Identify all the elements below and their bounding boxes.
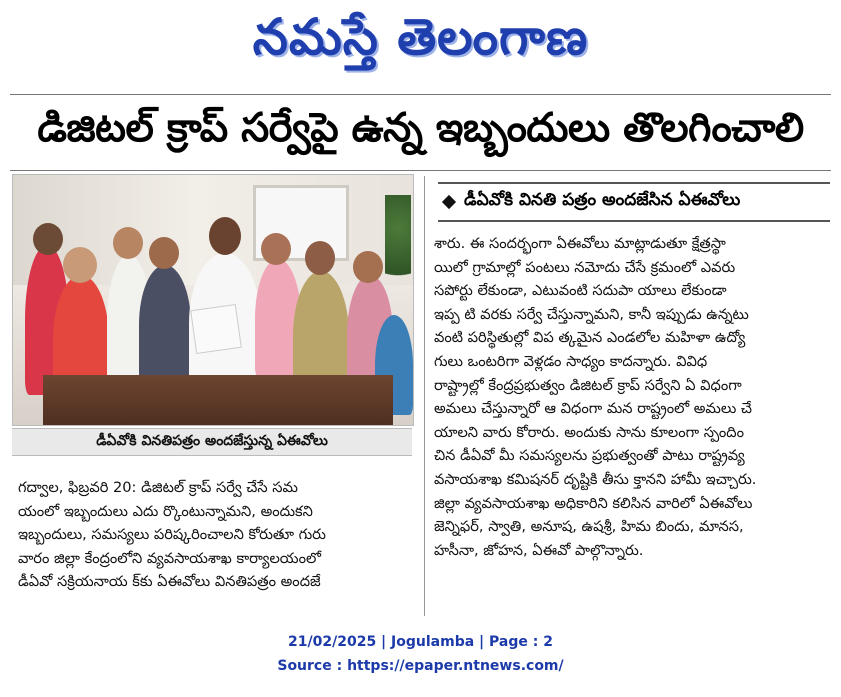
article-left-column — [18, 476, 418, 594]
article-line: జెన్నిఫర్, స్వాతి, అనూష, ఉషశ్రీ, హిమ బిందు, మానస, — [434, 518, 744, 536]
petition-paper — [190, 304, 242, 354]
article-line: గద్వాల, ఫిబ్రవరి 20: డిజిటల్ క్రాప్ సర్వే చేసే సమ — [18, 479, 298, 496]
photo-caption: డీఏవోకి వినతిపత్రం అందజేస్తున్న ఏఈవోలు — [12, 428, 412, 456]
article-line: డీఏవో సక్రియనాయ క్‌కు ఏఈవోలు వినతిపత్రం అందజే — [18, 573, 321, 591]
diamond-bullet-icon — [442, 195, 456, 209]
divider — [10, 170, 831, 171]
article-line: హసీనా, జోహన, ఏఈవో పాల్గొన్నారు. — [434, 541, 644, 559]
masthead — [0, 0, 841, 86]
article-line: చిన డీఏవో మీ సమస్యలను ప్రభుత్వంతో పాటు రాష్ట్రవ్య — [434, 447, 745, 465]
article-line: సపోర్టు లేకుండా, ఎటువంటి సదుపా యాలు లేకుండా — [434, 282, 727, 300]
subheadline: డీఏవోకి వినతి పత్రం అందజేసిన ఏఈవోలు — [464, 190, 741, 210]
article-line: శారు. ఈ సందర్భంగా ఏఈవోలు మాట్లాడుతూ క్షేత్రస్థా — [434, 235, 726, 252]
article-line: జిల్లా వ్యవసాయశాఖ అధికారిని కలిసిన వారిలో ఏఈవోలు — [434, 494, 753, 512]
photo-person-head — [261, 233, 291, 265]
column-divider — [424, 176, 425, 616]
photo-person-head — [113, 227, 143, 259]
article-line: రాష్ట్రాల్లో కేంద్రప్రభుత్వం డిజిటల్ క్రాప్ సర్వేని ఏ విధంగా — [434, 376, 742, 394]
footer-date-edition: 21/02/2025 | Jogulamba | Page : 2 — [288, 634, 553, 650]
article-right-column — [434, 232, 830, 562]
article-line: అమలు చేస్తున్నారో ఆ విధంగా మన రాష్ట్రంలో అమలు చే — [434, 400, 753, 418]
news-photo — [12, 174, 414, 426]
footer-source: Source : https://epaper.ntnews.com/ — [277, 658, 564, 674]
photo-person-head — [33, 223, 63, 255]
headline-block — [0, 98, 841, 168]
article-line: వంటి పరిస్థితుల్లో విప త్కమైన ఎండలోల మహిళా ఉద్యో — [434, 329, 746, 347]
divider — [10, 94, 831, 95]
photo-person-head — [353, 251, 383, 283]
photo-plant — [385, 195, 411, 305]
article-line: గులు ఒంటరిగా వెళ్లడం సాధ్యం కాదన్నారు. వివిధ — [434, 352, 708, 370]
article-line: యాలని వారు కోరారు. అందుకు సాను కూలంగా స్పందిం — [434, 423, 744, 441]
photo-person — [139, 265, 191, 385]
article-line: వారం జిల్లా కేంద్రంలోని వ్యవసాయశాఖ కార్యాలయంలో — [18, 549, 321, 567]
headline: డిజిటల్ క్రాప్ సర్వేపై ఉన్న ఇబ్బందులు తొలగించాలి — [37, 105, 804, 151]
article-line: యంలో ఇబ్బందులు ఎదు ర్కొంటున్నామని, అందుకని — [18, 502, 313, 520]
page-footer — [0, 630, 841, 678]
photo-person-head — [63, 247, 97, 283]
article-line: ఇబ్బందులు, సమస్యలు పరిష్కరించాలని కోరుతూ గురు — [18, 526, 326, 544]
photo-person-head — [305, 241, 335, 275]
article-line: ఇప్ప టి వరకు సర్వే చేస్తున్నామని, కానీ ఇప్పుడు ఉన్నటు — [434, 305, 749, 323]
photo-person-head — [149, 237, 179, 269]
photo-desk — [43, 375, 393, 425]
photo-person-head — [209, 217, 241, 255]
newspaper-logo: నమస్తే తెలంగాణ — [252, 7, 589, 66]
subheadline-block — [438, 182, 830, 222]
article-line: వసాయశాఖ కమిషనర్ దృష్టికి తీసు క్తానని హామీ ఇచ్చారు. — [434, 470, 757, 488]
article-line: యిలో గ్రామాల్లో పంటలు నమోదు చేసే క్రమంలో ఎవరు — [434, 258, 736, 276]
